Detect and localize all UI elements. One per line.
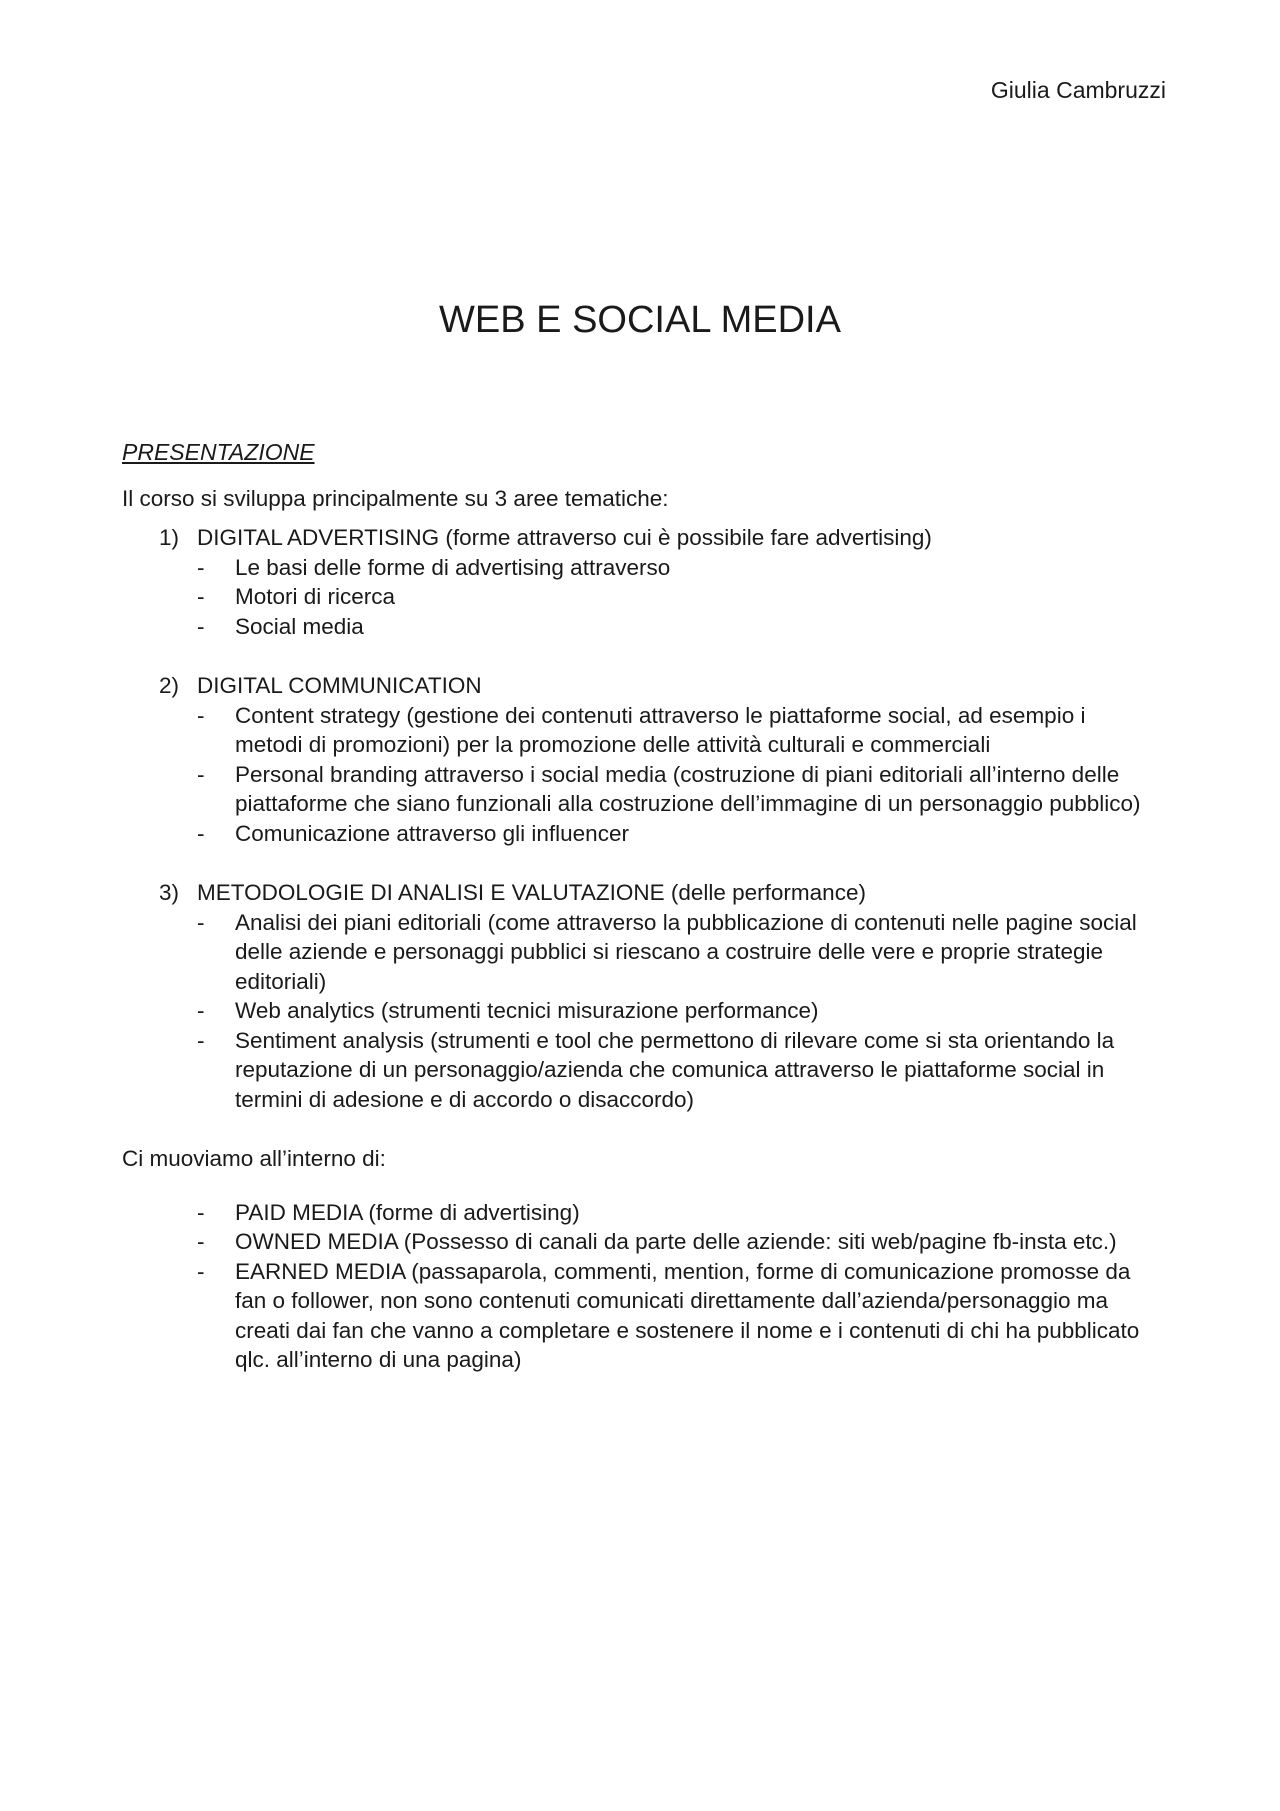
document-body: [122, 438, 1172, 1375]
numbered-item-1: [122, 523, 1172, 641]
intro-paragraph: Il corso si sviluppa principalmente su 3 aree tematiche:: [122, 485, 669, 511]
dash-marker: -: [197, 1199, 205, 1225]
list-item: [122, 996, 1172, 1026]
bullet-list: [122, 701, 1172, 849]
media-list: [122, 1198, 1172, 1375]
list-item: [122, 908, 1172, 997]
list-item-text: Le basi delle forme di advertising attraverso: [235, 554, 671, 580]
item-heading: METODOLOGIE DI ANALISI E VALUTAZIONE (delle performance): [197, 880, 866, 905]
dash-marker: -: [197, 1258, 205, 1284]
list-item-text: Sentiment analysis (strumenti e tool che permettono di rilevare come si sta orientando la reputazione di un personaggio/azienda che comunica attraverso le piattaforme social in termini di adesione e di accordo o disaccordo): [235, 1027, 1115, 1112]
list-item: [122, 1026, 1172, 1115]
list-item: [122, 1198, 1172, 1228]
list-item: [122, 701, 1172, 760]
item-number: 1): [159, 525, 180, 550]
list-item: [122, 1257, 1172, 1375]
list-item-text: Motori di ricerca: [235, 584, 396, 609]
outro-paragraph: Ci muoviamo all’interno di:: [122, 1146, 386, 1171]
bullet-list: [122, 908, 1172, 1115]
item-heading: DIGITAL COMMUNICATION: [197, 673, 482, 698]
list-item: [122, 553, 1172, 583]
list-item-text: Comunicazione attraverso gli influencer: [235, 820, 629, 846]
list-item-text: EARNED MEDIA (passaparola, commenti, mention, forme di comunicazione promosse da fan o follower, non sono contenuti comunicati direttamente dall’azienda/personaggio ma creati dai fan che vanno a completare e sostenere il nome e i contenuti di chi ha pubblicato qlc. all’interno di una pagina): [235, 1258, 1140, 1372]
list-item: [122, 582, 1172, 612]
list-item: [122, 760, 1172, 819]
list-item: [122, 1227, 1172, 1257]
list-item-text: Web analytics (strumenti tecnici misurazione performance): [235, 998, 819, 1023]
list-item-text: Personal branding attraverso i social media (costruzione di piani editoriali all’interno delle piattaforme che siano funzionali alla costruzione dell’immagine di un personaggio pubblico): [235, 761, 1141, 816]
item-number: 3): [159, 880, 180, 905]
list-item-text: OWNED MEDIA (Possesso di canali da parte delle aziende: siti web/pagine fb-insta etc.): [235, 1229, 1117, 1254]
dash-marker: -: [197, 909, 205, 935]
dash-marker: -: [197, 761, 205, 787]
list-item: [122, 612, 1172, 642]
dash-marker: -: [197, 1229, 205, 1254]
dash-marker: -: [197, 584, 205, 609]
dash-marker: -: [197, 554, 205, 580]
dash-marker: -: [197, 820, 205, 846]
list-item-text: PAID MEDIA (forme di advertising): [235, 1199, 580, 1225]
item-heading: DIGITAL ADVERTISING (forme attraverso cui è possibile fare advertising): [197, 525, 932, 550]
dash-marker: -: [197, 613, 205, 639]
dash-marker: -: [197, 702, 205, 728]
list-item: [122, 819, 1172, 849]
author-name: Giulia Cambruzzi: [990, 77, 1166, 103]
item-number: 2): [159, 673, 180, 698]
bullet-list: [122, 553, 1172, 642]
document-title: WEB E SOCIAL MEDIA: [439, 299, 841, 342]
list-item-text: Content strategy (gestione dei contenuti attraverso le piattaforme social, ad esempio i metodi di promozioni) per la promozione delle attività culturali e commerciali: [235, 702, 1086, 757]
section-heading: PRESENTAZIONE: [122, 439, 315, 465]
list-item-text: Analisi dei piani editoriali (come attraverso la pubblicazione di contenuti nelle pagine social delle aziende e personaggi pubblici si riescano a costruire delle vere e proprie strategie editoriali): [235, 909, 1137, 994]
dash-marker: -: [197, 1027, 205, 1053]
list-item-text: Social media: [235, 613, 364, 639]
numbered-item-2: [122, 671, 1172, 848]
numbered-item-3: [122, 878, 1172, 1114]
dash-marker: -: [197, 998, 205, 1023]
